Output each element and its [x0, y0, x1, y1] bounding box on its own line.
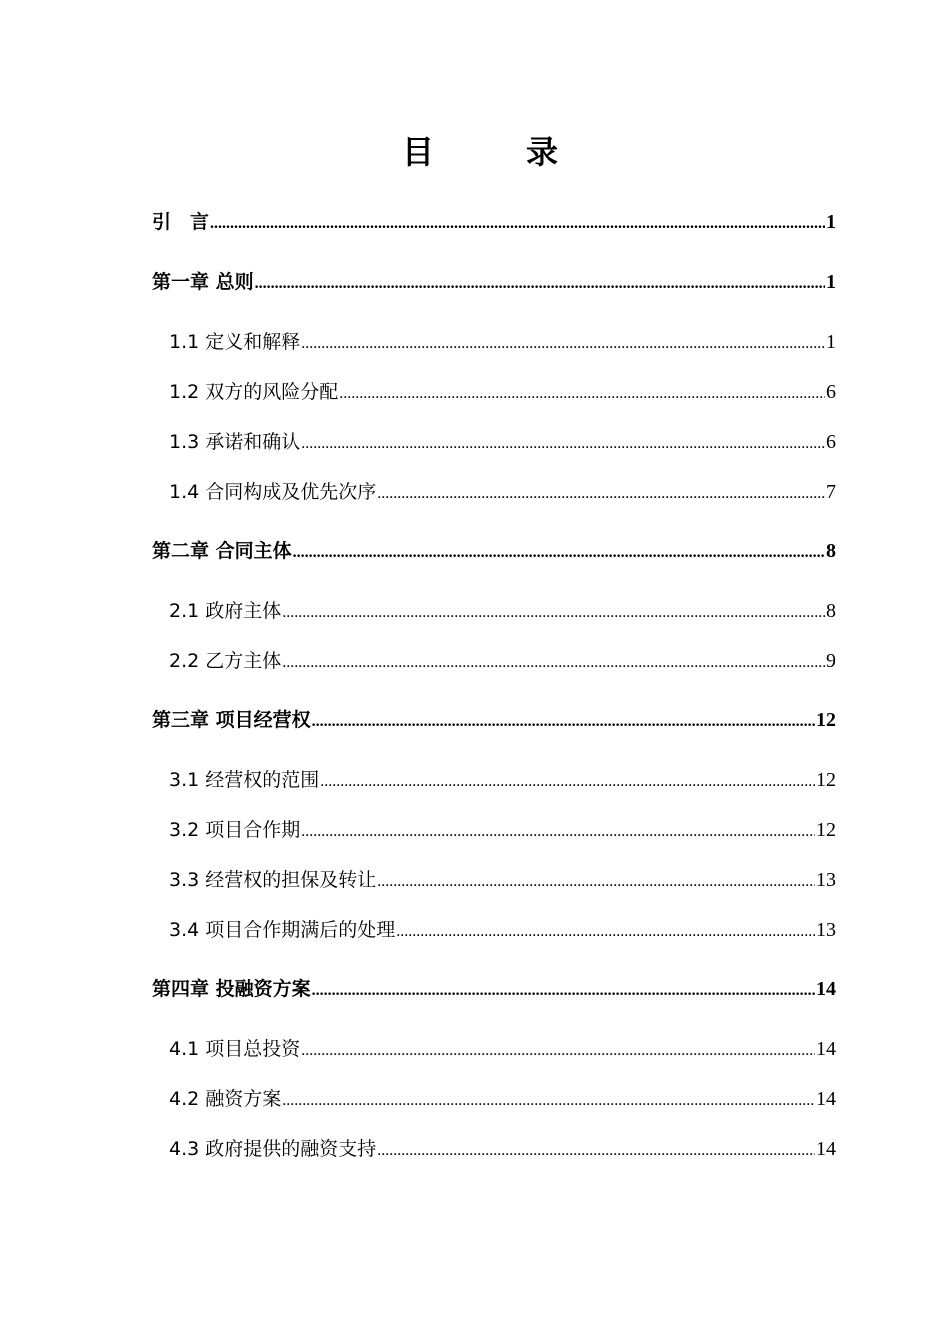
toc-entry-label: 1.1 定义和解释 — [169, 331, 301, 353]
toc-entry-chapter-1[interactable] — [152, 267, 836, 297]
toc-entry-page: 13 — [816, 919, 836, 941]
toc-entry-label: 1.3 承诺和确认 — [169, 431, 301, 453]
toc-entry-section-1-3[interactable] — [169, 427, 836, 457]
toc-entry-label: 第四章 投融资方案 — [152, 978, 311, 1000]
toc-entry-label: 3.3 经营权的担保及转让 — [169, 869, 377, 891]
toc-entry-page: 14 — [816, 1138, 836, 1160]
toc-entry-chapter-2[interactable] — [152, 536, 836, 566]
toc-entry-section-1-2[interactable] — [169, 377, 836, 407]
toc-entry-page: 13 — [816, 869, 836, 891]
toc-entry-section-3-2[interactable] — [169, 815, 836, 845]
toc-entry-chapter-4[interactable] — [152, 974, 836, 1004]
toc-leader-dots — [301, 329, 825, 357]
toc-entry-page: 7 — [826, 481, 836, 503]
toc-entry-label: 4.2 融资方案 — [169, 1088, 282, 1110]
toc-entry-page: 14 — [816, 978, 836, 1000]
toc-entry-page: 9 — [826, 650, 836, 672]
toc-entry-page: 14 — [816, 1038, 836, 1060]
toc-leader-dots — [301, 1036, 815, 1064]
toc-entry-label: 第一章 总则 — [152, 271, 254, 293]
toc-entry-label: 1.4 合同构成及优先次序 — [169, 481, 377, 503]
toc-entry-page: 6 — [826, 381, 836, 403]
toc-entry-label: 4.3 政府提供的融资支持 — [169, 1138, 377, 1160]
toc-leader-dots — [377, 479, 825, 507]
toc-entry-section-1-4[interactable] — [169, 477, 836, 507]
toc-entry-section-3-1[interactable] — [169, 765, 836, 795]
toc-entry-section-4-1[interactable] — [169, 1034, 836, 1064]
toc-leader-dots — [320, 767, 815, 795]
toc-entry-section-2-2[interactable] — [169, 646, 836, 676]
toc-entry-label: 3.2 项目合作期 — [169, 819, 301, 841]
toc-entry-label: 3.4 项目合作期满后的处理 — [169, 919, 396, 941]
toc-entry-page: 14 — [816, 1088, 836, 1110]
toc-leader-dots — [282, 648, 825, 676]
toc-leader-dots — [293, 538, 825, 566]
toc-entry-page: 6 — [826, 431, 836, 453]
toc-leader-dots — [339, 379, 825, 407]
toc-entry-chapter-3[interactable] — [152, 705, 836, 735]
toc-entry-label: 2.2 乙方主体 — [169, 650, 282, 672]
toc-entry-label: 4.1 项目总投资 — [169, 1038, 301, 1060]
toc-entry-section-3-3[interactable] — [169, 865, 836, 895]
toc-entry-preface[interactable] — [152, 207, 836, 237]
toc-entry-section-3-4[interactable] — [169, 915, 836, 945]
toc-entry-label: 1.2 双方的风险分配 — [169, 381, 339, 403]
toc-entry-section-1-1[interactable] — [169, 327, 836, 357]
toc-entry-label: 3.1 经营权的范围 — [169, 769, 320, 791]
toc-entry-page: 12 — [816, 819, 836, 841]
toc-entry-page: 8 — [826, 540, 836, 562]
toc-leader-dots — [312, 707, 815, 735]
toc-leader-dots — [396, 917, 815, 945]
toc-entry-page: 8 — [826, 600, 836, 622]
toc-entry-label: 第二章 合同主体 — [152, 540, 292, 562]
toc-leader-dots — [282, 598, 825, 626]
toc-entry-label: 第三章 项目经营权 — [152, 709, 311, 731]
toc-entry-section-2-1[interactable] — [169, 596, 836, 626]
toc-entry-page: 1 — [826, 211, 836, 233]
toc-leader-dots — [255, 269, 825, 297]
toc-leader-dots — [301, 429, 825, 457]
toc-entry-page: 1 — [826, 271, 836, 293]
toc-entry-page: 12 — [816, 769, 836, 791]
toc-entry-label: 2.1 政府主体 — [169, 600, 282, 622]
toc-entry-label: 引 言 — [152, 211, 210, 233]
toc-entry-section-4-3[interactable] — [169, 1134, 836, 1164]
toc-leader-dots — [210, 209, 825, 237]
toc-leader-dots — [312, 976, 815, 1004]
toc-leader-dots — [377, 1136, 815, 1164]
toc-leader-dots — [377, 867, 815, 895]
toc-entry-page: 12 — [816, 709, 836, 731]
toc-title: 目 录 — [401, 133, 588, 171]
toc-leader-dots — [301, 817, 815, 845]
toc-entry-section-4-2[interactable] — [169, 1084, 836, 1114]
toc-entry-page: 1 — [826, 331, 836, 353]
toc-leader-dots — [282, 1086, 815, 1114]
